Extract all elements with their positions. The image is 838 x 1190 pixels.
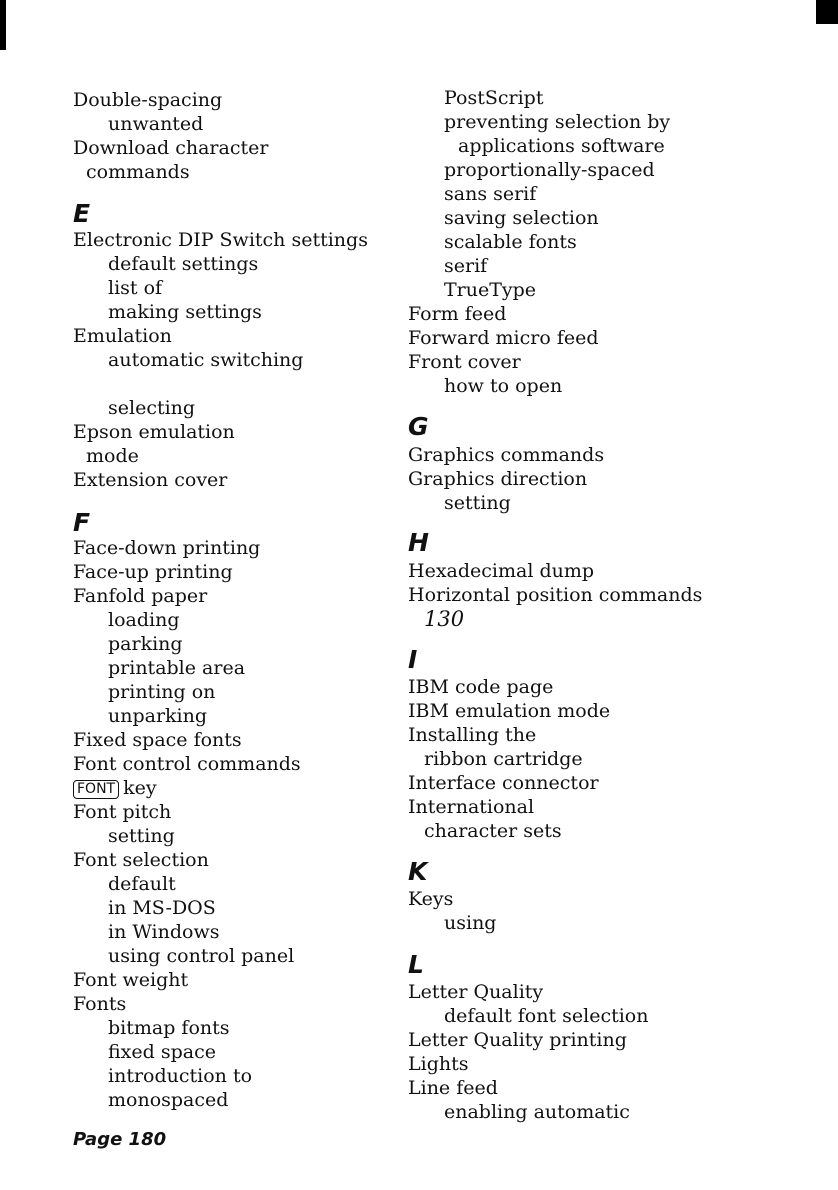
index-term: Forward micro feed <box>408 327 599 349</box>
index-entry <box>444 374 562 398</box>
index-term: Letter Quality <box>408 981 544 1003</box>
index-term: monospaced <box>108 1089 229 1111</box>
index-term: printable area <box>108 657 246 679</box>
index-term: Installing the <box>408 724 537 746</box>
index-entry <box>73 992 126 1016</box>
index-entry <box>108 872 176 896</box>
index-term: Form feed <box>408 303 507 325</box>
index-entry <box>73 536 260 560</box>
index-term: IBM code page <box>408 676 554 698</box>
index-entry <box>108 632 183 656</box>
index-entry <box>108 896 216 920</box>
section-letter-e: E <box>73 199 91 228</box>
index-entry <box>444 182 536 206</box>
index-term: using control panel <box>108 945 295 967</box>
index-entry <box>408 723 536 747</box>
index-term: Font selection <box>73 849 209 871</box>
index-entry <box>108 920 219 944</box>
index-term: Download character <box>73 137 269 159</box>
index-term: Horizontal position commands <box>408 584 703 606</box>
index-entry <box>108 112 203 136</box>
index-term: scalable fonts <box>444 231 577 253</box>
index-entry <box>73 136 268 160</box>
index-term: applications software <box>458 135 665 157</box>
index-term: enabling automatic <box>444 1101 630 1123</box>
index-term: mode <box>86 445 139 467</box>
index-entry <box>108 656 245 680</box>
index-entry <box>458 134 665 158</box>
section-letter-f: F <box>73 508 91 537</box>
index-term: Lights <box>408 1053 469 1075</box>
index-term: serif <box>444 255 488 277</box>
index-term: making settings <box>108 301 262 323</box>
index-entry <box>73 228 368 252</box>
index-term: Graphics direction <box>408 468 588 490</box>
index-term: printing on <box>108 681 216 703</box>
index-term: parking <box>108 633 183 655</box>
index-entry <box>108 348 303 372</box>
index-term: introduction to <box>108 1065 253 1087</box>
index-entry <box>108 396 195 420</box>
index-entry <box>444 911 496 935</box>
index-term: TrueType <box>444 279 537 301</box>
index-entry <box>444 491 511 515</box>
index-entry <box>73 728 242 752</box>
index-entry <box>424 819 562 843</box>
index-entry <box>408 583 702 607</box>
index-entry <box>73 752 301 776</box>
index-term: in MS-DOS <box>108 897 216 919</box>
index-term: key <box>123 777 157 799</box>
index-term: PostScript <box>444 87 544 109</box>
index-entry <box>73 420 235 444</box>
index-entry <box>408 559 594 583</box>
index-entry <box>108 1064 252 1088</box>
index-entry <box>108 300 262 324</box>
index-term: Front cover <box>408 351 521 373</box>
index-term: Electronic DIP Switch settings <box>73 229 368 251</box>
index-term: setting <box>108 825 175 847</box>
scan-edge-mark-right <box>816 0 838 24</box>
index-term: list of <box>108 277 163 299</box>
index-entry <box>73 560 233 584</box>
section-letter-k: K <box>408 857 428 886</box>
index-term: Interface connector <box>408 772 599 794</box>
index-entry <box>444 110 670 134</box>
index-entry <box>444 1004 648 1028</box>
index-entry <box>73 324 172 348</box>
index-entry <box>108 1016 230 1040</box>
index-entry <box>86 444 139 468</box>
index-entry <box>408 1028 627 1052</box>
index-term: IBM emulation mode <box>408 700 611 722</box>
index-entry <box>444 86 543 110</box>
index-term: commands <box>86 161 190 183</box>
index-term: how to open <box>444 375 563 397</box>
font-key-icon: FONT <box>73 780 119 799</box>
index-term: Double-spacing <box>73 89 223 111</box>
index-entry <box>408 467 587 491</box>
index-entry <box>73 584 207 608</box>
index-entry <box>444 158 655 182</box>
index-entry <box>408 302 506 326</box>
index-term: Letter Quality printing <box>408 1029 627 1051</box>
index-term: Face-down printing <box>73 537 261 559</box>
index-entry <box>73 968 188 992</box>
section-letter-l: L <box>408 950 424 979</box>
index-entry <box>408 887 453 911</box>
index-term: unparking <box>108 705 208 727</box>
index-term: proportionally-spaced <box>444 159 655 181</box>
index-entry <box>108 1088 228 1112</box>
index-entry <box>408 771 599 795</box>
index-entry <box>86 160 190 184</box>
index-term: Font weight <box>73 969 189 991</box>
index-entry <box>108 704 207 728</box>
index-entry <box>408 350 521 374</box>
index-term: Fixed space fonts <box>73 729 242 751</box>
index-term: character sets <box>424 820 562 842</box>
index-term: preventing selection by <box>444 111 671 133</box>
section-letter-i: I <box>408 645 418 674</box>
index-entry <box>108 680 215 704</box>
scan-edge-mark-left <box>0 0 6 50</box>
index-term: Fonts <box>73 993 127 1015</box>
index-term: setting <box>444 492 511 514</box>
index-term: Emulation <box>73 325 172 347</box>
index-entry <box>444 254 487 278</box>
index-term: Font pitch <box>73 801 172 823</box>
index-term: Font control commands <box>73 753 301 775</box>
index-entry <box>444 230 577 254</box>
index-term: Extension cover <box>73 469 228 491</box>
index-entry <box>444 1100 630 1124</box>
index-entry <box>408 326 599 350</box>
index-entry <box>408 699 610 723</box>
index-term: Graphics commands <box>408 444 605 466</box>
index-term: Keys <box>408 888 454 910</box>
index-entry <box>408 980 543 1004</box>
index-term: saving selection <box>444 207 599 229</box>
index-entry <box>408 675 553 699</box>
index-term: in Windows <box>108 921 220 943</box>
index-entry <box>108 944 294 968</box>
index-term: bitmap fonts <box>108 1017 230 1039</box>
index-entry <box>108 252 258 276</box>
index-entry <box>408 1076 498 1100</box>
index-entry <box>73 88 222 112</box>
index-entry <box>108 1040 216 1064</box>
index-term: default font selection <box>444 1005 649 1027</box>
index-term: Hexadecimal dump <box>408 560 595 582</box>
index-term: Epson emulation <box>73 421 235 443</box>
index-entry <box>108 608 179 632</box>
index-term: loading <box>108 609 180 631</box>
index-term: unwanted <box>108 113 204 135</box>
index-entry <box>444 278 536 302</box>
section-letter-h: H <box>408 528 429 557</box>
index-term: Fanfold paper <box>73 585 208 607</box>
index-entry <box>408 443 604 467</box>
index-entry <box>408 1052 468 1076</box>
index-entry <box>73 848 209 872</box>
index-entry <box>108 276 162 300</box>
index-term: fixed space <box>108 1041 216 1063</box>
index-term: using <box>444 912 497 934</box>
index-entry <box>73 800 171 824</box>
index-term: Line feed <box>408 1077 498 1099</box>
index-term: Face-up printing <box>73 561 233 583</box>
index-page-ref: 130 <box>424 607 465 631</box>
index-entry <box>73 468 227 492</box>
index-entry <box>424 747 583 771</box>
index-term: selecting <box>108 397 196 419</box>
index-term: International <box>408 796 535 818</box>
index-entry <box>408 795 534 819</box>
section-letter-g: G <box>408 412 429 441</box>
page-number: Page 180 <box>73 1129 167 1150</box>
index-term: default <box>108 873 176 895</box>
index-term: sans serif <box>444 183 537 205</box>
index-entry <box>444 206 599 230</box>
index-term: ribbon cartridge <box>424 748 583 770</box>
index-term: default settings <box>108 253 259 275</box>
index-entry <box>108 824 175 848</box>
index-term: automatic switching <box>108 349 304 371</box>
index-entry <box>73 776 157 800</box>
